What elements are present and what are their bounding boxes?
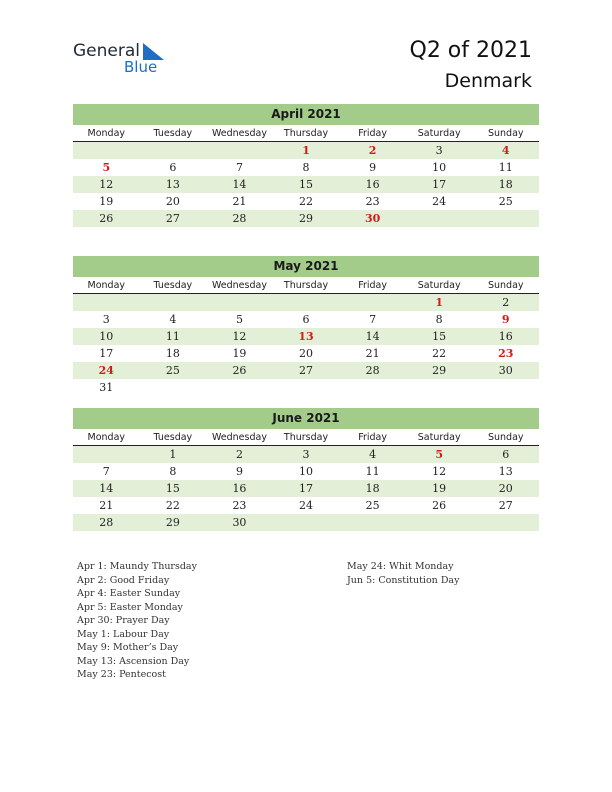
day-cell: 28 bbox=[99, 516, 114, 529]
weekday-label: Tuesday bbox=[153, 280, 193, 291]
weekday-label: Wednesday bbox=[211, 128, 267, 139]
weekday-label: Tuesday bbox=[153, 432, 193, 443]
day-cell: 19 bbox=[99, 195, 114, 208]
weekday-header-row bbox=[73, 125, 539, 142]
weekday-label: Friday bbox=[358, 432, 387, 443]
day-cell: 13 bbox=[498, 465, 513, 478]
day-cell: 13 bbox=[298, 330, 314, 343]
day-cell: 5 bbox=[435, 448, 443, 461]
day-cell bbox=[73, 142, 140, 159]
day-cell: 8 bbox=[169, 465, 177, 478]
weekday-label: Friday bbox=[358, 280, 387, 291]
country-name: Denmark bbox=[444, 70, 532, 92]
day-cell: 19 bbox=[432, 482, 447, 495]
day-cell bbox=[472, 379, 539, 396]
day-cell: 6 bbox=[302, 313, 310, 326]
day-cell: 2 bbox=[235, 448, 243, 461]
weekday-header-row bbox=[73, 429, 539, 446]
day-cell: 23 bbox=[498, 347, 514, 360]
day-cell: 4 bbox=[369, 448, 377, 461]
week-row bbox=[73, 159, 539, 176]
week-row bbox=[73, 497, 539, 514]
day-cell bbox=[406, 514, 473, 531]
month-title: April 2021 bbox=[73, 104, 539, 125]
week-row bbox=[73, 379, 539, 396]
day-cell: 26 bbox=[232, 364, 247, 377]
day-cell: 7 bbox=[369, 313, 377, 326]
day-cell: 20 bbox=[498, 482, 513, 495]
day-cell: 20 bbox=[165, 195, 180, 208]
holiday-entry: Jun 5: Constitution Day bbox=[347, 574, 460, 586]
day-cell: 7 bbox=[102, 465, 110, 478]
day-cell: 12 bbox=[432, 465, 447, 478]
day-cell bbox=[206, 294, 273, 311]
day-cell: 22 bbox=[432, 347, 447, 360]
day-cell: 14 bbox=[232, 178, 247, 191]
day-cell bbox=[339, 514, 406, 531]
day-cell: 1 bbox=[435, 296, 443, 309]
day-cell: 9 bbox=[369, 161, 377, 174]
day-cell bbox=[140, 294, 207, 311]
day-cell: 28 bbox=[232, 212, 247, 225]
day-cell: 9 bbox=[235, 465, 243, 478]
day-cell: 20 bbox=[299, 347, 314, 360]
day-cell: 27 bbox=[299, 364, 314, 377]
holiday-list-left bbox=[77, 560, 197, 682]
weekday-label: Sunday bbox=[487, 280, 524, 291]
holiday-entry: Apr 1: Maundy Thursday bbox=[77, 561, 197, 572]
week-row bbox=[73, 311, 539, 328]
day-cell: 17 bbox=[432, 178, 447, 191]
day-cell bbox=[273, 294, 340, 311]
day-cell: 18 bbox=[165, 347, 180, 360]
holiday-entry: Apr 4: Easter Sunday bbox=[77, 588, 181, 599]
week-row bbox=[73, 294, 539, 311]
day-cell: 26 bbox=[432, 499, 447, 512]
day-cell: 8 bbox=[302, 161, 310, 174]
day-cell: 21 bbox=[365, 347, 380, 360]
holiday-entry: Apr 5: Easter Monday bbox=[77, 601, 183, 613]
week-row bbox=[73, 193, 539, 210]
day-cell: 7 bbox=[235, 161, 243, 174]
weekday-label: Sunday bbox=[487, 432, 524, 443]
day-cell: 4 bbox=[169, 313, 177, 326]
day-cell: 24 bbox=[299, 499, 314, 512]
day-cell bbox=[73, 294, 140, 311]
day-cell: 2 bbox=[368, 144, 377, 157]
day-cell: 10 bbox=[299, 465, 314, 478]
day-cell bbox=[206, 379, 273, 396]
weekday-header-row bbox=[73, 277, 539, 294]
day-cell: 11 bbox=[165, 330, 180, 343]
day-cell: 25 bbox=[165, 364, 180, 377]
day-cell: 15 bbox=[432, 330, 447, 343]
day-cell: 30 bbox=[364, 212, 381, 225]
weekday-label: Sunday bbox=[487, 128, 524, 139]
day-cell: 29 bbox=[299, 212, 314, 225]
day-cell: 22 bbox=[165, 499, 180, 512]
day-cell: 1 bbox=[302, 144, 310, 157]
day-cell: 15 bbox=[165, 482, 180, 495]
day-cell: 13 bbox=[165, 178, 180, 191]
day-cell: 21 bbox=[99, 499, 114, 512]
weekday-label: Wednesday bbox=[211, 432, 267, 443]
day-cell: 3 bbox=[435, 144, 443, 157]
day-cell: 16 bbox=[232, 482, 247, 495]
day-cell: 27 bbox=[498, 499, 513, 512]
day-cell bbox=[472, 514, 539, 531]
day-cell: 22 bbox=[299, 195, 314, 208]
week-row bbox=[73, 463, 539, 480]
day-cell: 12 bbox=[232, 330, 247, 343]
weekday-label: Tuesday bbox=[153, 128, 193, 139]
day-cell: 30 bbox=[498, 364, 513, 377]
day-cell: 24 bbox=[98, 364, 114, 377]
week-row bbox=[73, 362, 539, 379]
day-cell: 3 bbox=[102, 313, 110, 326]
day-cell: 29 bbox=[165, 516, 180, 529]
day-cell: 12 bbox=[99, 178, 114, 191]
month-june bbox=[73, 408, 539, 531]
logo-word-general: General bbox=[73, 41, 140, 61]
day-cell: 15 bbox=[299, 178, 314, 191]
holiday-entry: May 23: Pentecost bbox=[77, 669, 166, 680]
weekday-label: Monday bbox=[87, 432, 126, 443]
day-cell: 23 bbox=[232, 499, 247, 512]
weekday-label: Wednesday bbox=[211, 280, 267, 291]
page-title: Q2 of 2021 bbox=[409, 38, 532, 63]
day-cell: 4 bbox=[501, 144, 510, 157]
day-cell: 30 bbox=[232, 516, 247, 529]
weekday-label: Saturday bbox=[417, 432, 461, 443]
day-cell: 18 bbox=[498, 178, 513, 191]
week-row bbox=[73, 176, 539, 193]
day-cell: 25 bbox=[498, 195, 513, 208]
day-cell: 21 bbox=[232, 195, 247, 208]
day-cell: 18 bbox=[365, 482, 380, 495]
holiday-entry: Apr 2: Good Friday bbox=[77, 574, 170, 586]
weekday-label: Thursday bbox=[283, 432, 329, 443]
day-cell: 2 bbox=[502, 296, 510, 309]
day-cell: 9 bbox=[501, 313, 510, 326]
day-cell: 3 bbox=[302, 448, 310, 461]
day-cell bbox=[273, 379, 340, 396]
day-cell bbox=[339, 379, 406, 396]
week-row bbox=[73, 514, 539, 531]
day-cell bbox=[140, 142, 207, 159]
holiday-entry: May 9: Mother’s Day bbox=[77, 642, 179, 653]
weekday-label: Saturday bbox=[417, 280, 461, 291]
day-cell: 10 bbox=[432, 161, 447, 174]
holiday-list-right bbox=[347, 560, 459, 587]
month-title: June 2021 bbox=[73, 408, 539, 429]
day-cell: 19 bbox=[232, 347, 247, 360]
weekday-label: Thursday bbox=[283, 128, 329, 139]
day-cell: 11 bbox=[365, 465, 380, 478]
month-title: May 2021 bbox=[73, 256, 539, 277]
week-row bbox=[73, 142, 539, 159]
holiday-entry: May 1: Labour Day bbox=[77, 628, 170, 640]
weekday-label: Thursday bbox=[283, 280, 329, 291]
logo bbox=[73, 41, 173, 77]
day-cell bbox=[73, 446, 140, 463]
month-april bbox=[73, 104, 539, 227]
day-cell: 5 bbox=[235, 313, 243, 326]
day-cell: 11 bbox=[498, 161, 513, 174]
day-cell: 28 bbox=[365, 364, 380, 377]
month-may bbox=[73, 256, 539, 396]
day-cell: 6 bbox=[169, 161, 177, 174]
day-cell: 16 bbox=[498, 330, 513, 343]
week-row bbox=[73, 328, 539, 345]
day-cell bbox=[472, 210, 539, 227]
holiday-entry: Apr 30: Prayer Day bbox=[77, 615, 170, 626]
logo-word-blue: Blue bbox=[124, 58, 158, 76]
day-cell: 14 bbox=[99, 482, 114, 495]
week-row bbox=[73, 480, 539, 497]
day-cell: 5 bbox=[102, 161, 111, 174]
day-cell: 26 bbox=[99, 212, 114, 225]
day-cell: 6 bbox=[502, 448, 510, 461]
day-cell bbox=[140, 379, 207, 396]
day-cell: 24 bbox=[432, 195, 447, 208]
day-cell bbox=[273, 514, 340, 531]
day-cell: 8 bbox=[435, 313, 443, 326]
weekday-label: Saturday bbox=[417, 128, 461, 139]
weekday-label: Friday bbox=[358, 128, 387, 139]
day-cell bbox=[406, 210, 473, 227]
day-cell: 10 bbox=[99, 330, 114, 343]
day-cell: 31 bbox=[99, 381, 114, 394]
day-cell: 16 bbox=[365, 178, 380, 191]
weekday-label: Monday bbox=[87, 280, 126, 291]
day-cell: 29 bbox=[432, 364, 447, 377]
holiday-entry: May 24: Whit Monday bbox=[347, 561, 454, 572]
day-cell: 25 bbox=[365, 499, 380, 512]
week-row bbox=[73, 210, 539, 227]
day-cell: 14 bbox=[365, 330, 380, 343]
weekday-label: Monday bbox=[87, 128, 126, 139]
week-row bbox=[73, 446, 539, 463]
day-cell: 17 bbox=[99, 347, 114, 360]
day-cell: 23 bbox=[365, 195, 380, 208]
day-cell: 27 bbox=[165, 212, 180, 225]
day-cell: 1 bbox=[169, 448, 177, 461]
week-row bbox=[73, 345, 539, 362]
day-cell bbox=[206, 142, 273, 159]
day-cell bbox=[339, 294, 406, 311]
day-cell bbox=[406, 379, 473, 396]
holiday-entry: May 13: Ascension Day bbox=[77, 655, 190, 667]
day-cell: 17 bbox=[299, 482, 314, 495]
